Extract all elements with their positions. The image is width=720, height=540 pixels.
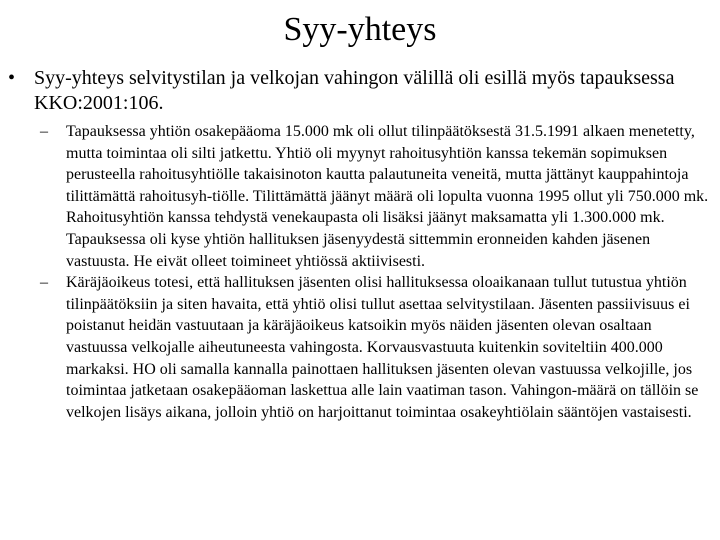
bullet-marker: • bbox=[8, 67, 16, 89]
dash-marker: – bbox=[40, 123, 48, 140]
dash-marker: – bbox=[40, 274, 48, 292]
sub-bullet-item bbox=[40, 121, 716, 272]
main-bullet bbox=[8, 66, 698, 116]
main-bullet-text: Syy-yhteys selvitystilan ja velkojan vahingon välillä oli esillä myös tapauksessa KKO:2001:106. bbox=[34, 67, 675, 114]
sub-bullet-list bbox=[40, 121, 716, 423]
sub-bullet-text: Käräjäoikeus totesi, että hallituksen jäsenten olisi hallituksessa oloaikanaan tullut tutustua yhtiön tilinpäätöksiin ja siten havaita, että yhtiö olisi tullut asettaa selvitystilaan. Jäsenten passiivisuus ei poistanut heidän vastuutaan ja käräjäoikeus katsoikin myös näiden jäsenten olevan osaltaan vastuussa velkojalle aiheutuneesta vahingosta. Korvausvastuuta kuitenkin soviteltiin 400.000 markaksi. HO oli samalla kannalla painottaen hallituksen jäsenten olevan vastuussa velkojille, jos toimintaa jatketaan osakepääoman laskettua alle lain vaatiman tason. Vahingon-määrä on tällöin se velkojen lisäys aikana, jolloin yhtiö on harjoittanut toimintaa osakeyhtiölain sääntöjen vastaisesti. bbox=[66, 274, 699, 421]
sub-bullet-item bbox=[40, 272, 716, 423]
slide-title: Syy-yhteys bbox=[283, 11, 437, 48]
sub-bullet-text: Tapauksessa yhtiön osakepääoma 15.000 mk oli ollut tilinpäätöksestä 31.5.1991 alkaen menetetty, mutta toimintaa oli silti jatkettu. Yhtiö oli myynyt rahoitusyhtiön kanssa tekemän sopimuksen perusteella rahoitusyhtiölle takaisinoton kautta palautuneita veneitä, mutta jättänyt kauppahintoja tilittämättä rahoitusyh-tiölle. Tilittämättä jäänyt määrä oli lopulta vuonna 1995 ollut yli 750.000 mk. Rahoitusyhtiön kanssa tehdystä venekaupasta oli lisäksi jäänyt maksamatta yli 1.300.000 mk. Tapauksessa oli kyse yhtiön hallituksen jäsenyydestä sittemmin eronneiden kahden jäsenen vastuusta. He eivät olleet toimineet yhtiössä aktiivisesti. bbox=[66, 123, 709, 270]
